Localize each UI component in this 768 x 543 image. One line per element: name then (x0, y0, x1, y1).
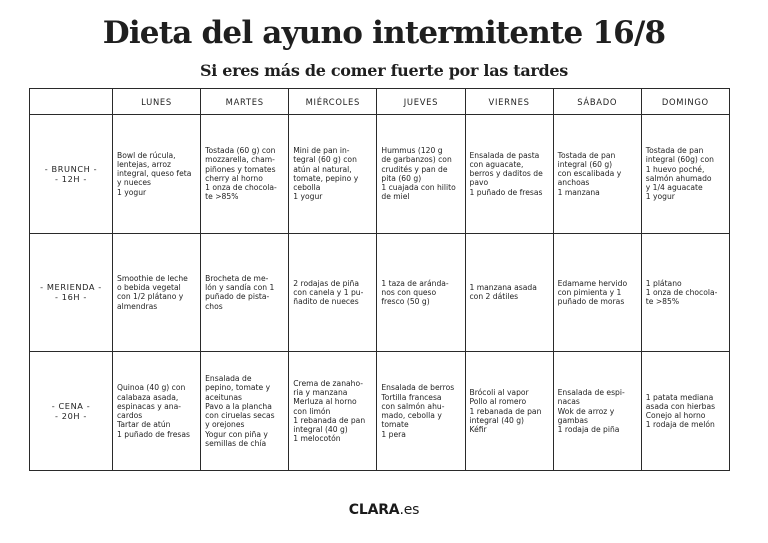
menu-cell: Smoothie de leche o bebida vegetal con 1/2 plátano y almendras (113, 233, 201, 352)
menu-cell: Ensalada de pasta con aguacate, berros y daditos de pavo 1 puñado de fresas (465, 115, 553, 234)
meal-row-cena (30, 352, 730, 471)
menu-cell: Brócoli al vapor Pollo al romero 1 rebanada de pan integral (40 g) Kéfir (465, 352, 553, 471)
meal-time: - 12H - (55, 173, 87, 184)
corner-cell (30, 89, 113, 115)
menu-cell: Edamame hervido con pimienta y 1 puñado de moras (553, 233, 641, 352)
page-title: Dieta del ayuno intermitente 16/8 (102, 15, 666, 51)
menu-cell: Quinoa (40 g) con calabaza asada, espinacas y ana- cardos Tartar de atún 1 puñado de fresas (113, 352, 201, 471)
menu-cell: Tostada (60 g) con mozzarella, cham- piñones y tomates cherry al horno 1 onza de chocola- te >85% (201, 115, 289, 234)
logo-domain: .es (399, 502, 420, 518)
menu-cell: Bowl de rúcula, lentejas, arroz integral, queso feta y nueces 1 yogur (113, 115, 201, 234)
diet-plan-table (29, 88, 730, 471)
menu-cell: 1 manzana asada con 2 dátiles (465, 233, 553, 352)
meal-name: - MERIENDA - (40, 282, 102, 293)
day-header-jueves: JUEVES (377, 89, 465, 115)
meal-row-merienda (30, 233, 730, 352)
menu-cell: Tostada de pan integral (60 g) con escalibada y anchoas 1 manzana (553, 115, 641, 234)
meal-time: - 20H - (55, 411, 87, 422)
day-header-martes: MARTES (201, 89, 289, 115)
menu-cell: 1 taza de aránda- nos con queso fresco (50 g) (377, 233, 465, 352)
page-subtitle: Si eres más de comer fuerte por las tardes (199, 61, 569, 80)
meal-row-brunch (30, 115, 730, 234)
menu-cell: Mini de pan in- tegral (60 g) con atún al natural, tomate, pepino y cebolla 1 yogur (289, 115, 377, 234)
menu-cell: 2 rodajas de piña con canela y 1 pu- ñadito de nueces (289, 233, 377, 352)
meal-time: - 16H - (55, 292, 87, 303)
menu-cell: Ensalada de pepino, tomate y aceitunas Pavo a la plancha con ciruelas secas y orejones Yogur con piña y semillas de chía (201, 352, 289, 471)
menu-cell: Tostada de pan integral (60g) con 1 huevo poché, salmón ahumado y 1/4 aguacate 1 yogur (641, 115, 729, 234)
meal-label-merienda (30, 233, 113, 352)
menu-cell: 1 patata mediana asada con hierbas Conejo al horno 1 rodaja de melón (641, 352, 729, 471)
menu-cell: Ensalada de espi- nacas Wok de arroz y gambas 1 rodaja de piña (553, 352, 641, 471)
meal-name: - BRUNCH - (44, 163, 98, 174)
day-header-viernes: VIERNES (465, 89, 553, 115)
menu-cell: Crema de zanaho- ria y manzana Merluza al horno con limón 1 rebanada de pan integral (40 g) 1 melocotón (289, 352, 377, 471)
day-header-miercoles: MIÉRCOLES (289, 89, 377, 115)
menu-cell: Hummus (120 g de garbanzos) con crudités y pan de pita (60 g) 1 cuajada con hilito de miel (377, 115, 465, 234)
menu-cell: Brocheta de me- lón y sandía con 1 puñado de pista- chos (201, 233, 289, 352)
meal-label-brunch (30, 115, 113, 234)
day-header-sabado: SÁBADO (553, 89, 641, 115)
header-row (30, 89, 730, 115)
clara-logo (0, 502, 768, 518)
menu-cell: Ensalada de berros Tortilla francesa con salmón ahu- mado, cebolla y tomate 1 pera (377, 352, 465, 471)
meal-name: - CENA - (51, 401, 91, 412)
logo-brand: CLARA (348, 502, 400, 518)
day-header-domingo: DOMINGO (641, 89, 729, 115)
meal-label-cena (30, 352, 113, 471)
menu-cell: 1 plátano 1 onza de chocola- te >85% (641, 233, 729, 352)
day-header-lunes: LUNES (113, 89, 201, 115)
